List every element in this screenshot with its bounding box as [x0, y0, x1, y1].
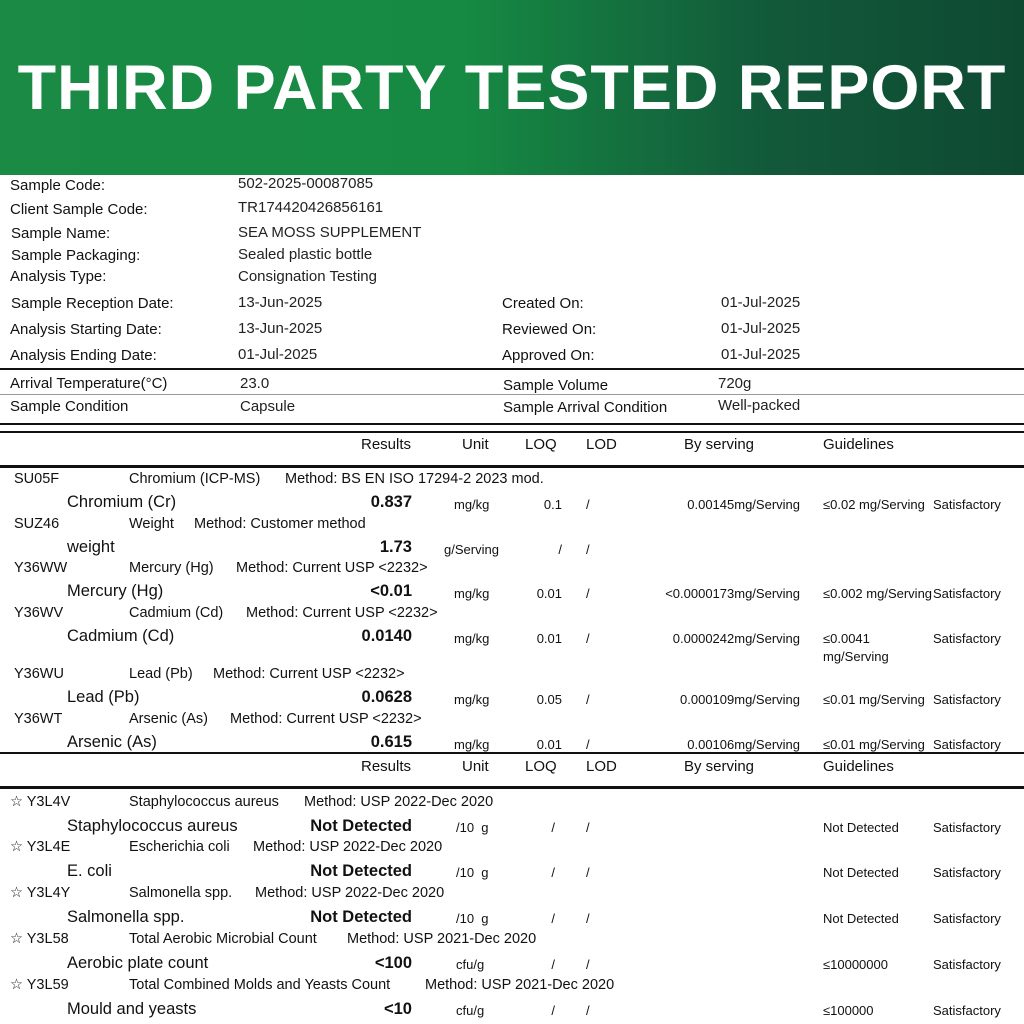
- ending-date-label: Analysis Ending Date:: [10, 347, 157, 364]
- verdict-value: Satisfactory: [933, 631, 1001, 646]
- created-on-value: 01-Jul-2025: [721, 294, 801, 311]
- verdict-value: Satisfactory: [933, 911, 1001, 926]
- sample-packaging-value: Sealed plastic bottle: [238, 246, 373, 263]
- test-code: ☆ Y3L4V: [10, 794, 71, 810]
- verdict-value: Satisfactory: [933, 497, 1001, 512]
- analyte-name: Staphylococcus aureus: [67, 817, 238, 835]
- guideline-value: Not Detected: [823, 865, 899, 880]
- col-by-serving: By serving: [684, 436, 755, 453]
- col-loq: LOQ: [525, 436, 557, 453]
- test-method: Method: USP 2021-Dec 2020: [347, 931, 537, 947]
- col-unit: Unit: [462, 758, 489, 775]
- arrival-temp-label: Arrival Temperature(°C): [10, 375, 168, 392]
- analyte-name: weight: [67, 538, 115, 556]
- analysis-type-label: Analysis Type:: [10, 268, 107, 285]
- loq-value: /: [558, 542, 562, 557]
- client-sample-code-value: TR174420426856161: [238, 199, 384, 216]
- arrival-condition-value: Well-packed: [718, 397, 801, 414]
- starting-date-label: Analysis Starting Date:: [10, 321, 162, 338]
- test-method: Method: USP 2022-Dec 2020: [253, 839, 443, 855]
- analyte-name: Lead (Pb): [67, 688, 140, 706]
- guideline-value: mg/Serving: [823, 649, 889, 664]
- arrival-condition-label: Sample Arrival Condition: [503, 399, 668, 416]
- by-serving-value: 0.00106mg/Serving: [687, 737, 800, 752]
- verdict-value: Satisfactory: [933, 820, 1001, 835]
- analyte-name: E. coli: [67, 862, 112, 880]
- loq-value: 0.01: [536, 737, 562, 752]
- guideline-value: Not Detected: [823, 911, 899, 926]
- col-guidelines: Guidelines: [823, 436, 894, 453]
- test-name: Lead (Pb): [129, 666, 193, 682]
- lod-value: /: [586, 957, 590, 972]
- unit-value: mg/kg: [454, 737, 490, 752]
- report-title: THIRD PARTY TESTED REPORT: [17, 52, 1007, 123]
- result-value: 1.73: [379, 538, 412, 556]
- test-name: Arsenic (As): [129, 711, 208, 727]
- analyte-name: Chromium (Cr): [67, 493, 177, 511]
- analysis-type-value: Consignation Testing: [238, 268, 377, 285]
- unit-value: mg/kg: [454, 692, 490, 707]
- guideline-value: ≤0.01 mg/Serving: [823, 692, 925, 707]
- lod-value: /: [586, 737, 590, 752]
- col-results: Results: [361, 758, 412, 775]
- sample-volume-value: 720g: [718, 375, 752, 392]
- result-value: Not Detected: [310, 908, 412, 926]
- guideline-value: ≤10000000: [823, 957, 888, 972]
- verdict-value: Satisfactory: [933, 586, 1001, 601]
- result-value: 0.0628: [361, 688, 412, 706]
- col-lod: LOD: [586, 436, 617, 453]
- by-serving-value: 0.00145mg/Serving: [687, 497, 800, 512]
- loq-value: /: [551, 820, 555, 835]
- starting-date-value: 13-Jun-2025: [238, 320, 323, 337]
- analyte-name: Aerobic plate count: [67, 954, 209, 972]
- unit-value: cfu/g: [456, 1003, 485, 1018]
- verdict-value: Satisfactory: [933, 957, 1001, 972]
- analyte-name: Mercury (Hg): [67, 582, 164, 600]
- test-method: Method: Current USP <2232>: [213, 666, 405, 682]
- test-code: ☆ Y3L58: [10, 931, 69, 947]
- sample-packaging-label: Sample Packaging:: [11, 247, 141, 264]
- table-header-bottom-rule: [0, 786, 1024, 789]
- test-method: Method: Current USP <2232>: [246, 605, 438, 621]
- divider: [0, 368, 1024, 370]
- lod-value: /: [586, 692, 590, 707]
- ending-date-value: 01-Jul-2025: [238, 346, 318, 363]
- loq-value: /: [551, 1003, 555, 1018]
- loq-value: 0.1: [543, 497, 562, 512]
- test-method: Method: USP 2021-Dec 2020: [425, 977, 615, 993]
- col-guidelines: Guidelines: [823, 758, 894, 775]
- guideline-value: ≤0.01 mg/Serving: [823, 737, 925, 752]
- test-code: SU05F: [14, 471, 60, 487]
- approved-on-label: Approved On:: [502, 347, 595, 364]
- result-value: 0.0140: [361, 627, 412, 645]
- guideline-value: ≤0.002 mg/Serving: [823, 586, 933, 601]
- created-on-label: Created On:: [502, 295, 584, 312]
- test-code: ☆ Y3L4E: [10, 839, 71, 855]
- test-method: Method: Current USP <2232>: [236, 560, 428, 576]
- reviewed-on-label: Reviewed On:: [502, 321, 597, 338]
- test-code: ☆ Y3L4Y: [10, 885, 71, 901]
- col-unit: Unit: [462, 436, 489, 453]
- lod-value: /: [586, 497, 590, 512]
- unit-value: /10 g: [456, 911, 489, 926]
- sample-condition-label: Sample Condition: [10, 398, 129, 415]
- test-name: Mercury (Hg): [129, 560, 214, 576]
- table-header-top-rule: [0, 431, 1024, 433]
- col-by-serving: By serving: [684, 758, 755, 775]
- result-value: <0.01: [370, 582, 412, 600]
- result-value: <10: [384, 1000, 412, 1018]
- test-name: Total Combined Molds and Yeasts Count: [129, 977, 391, 993]
- test-name: Chromium (ICP-MS): [129, 471, 261, 487]
- arrival-temp-value: 23.0: [240, 375, 270, 392]
- divider: [0, 394, 1024, 395]
- analyte-name: Cadmium (Cd): [67, 627, 175, 645]
- verdict-value: Satisfactory: [933, 692, 1001, 707]
- test-name: Salmonella spp.: [129, 885, 233, 901]
- unit-value: mg/kg: [454, 631, 490, 646]
- result-value: 0.837: [370, 493, 412, 511]
- lod-value: /: [586, 631, 590, 646]
- test-code: Y36WW: [14, 560, 68, 576]
- col-results: Results: [361, 436, 412, 453]
- result-value: Not Detected: [310, 862, 412, 880]
- approved-on-value: 01-Jul-2025: [721, 346, 801, 363]
- by-serving-value: <0.0000173mg/Serving: [665, 586, 800, 601]
- by-serving-value: 0.0000242mg/Serving: [672, 631, 800, 646]
- reception-date-value: 13-Jun-2025: [238, 294, 323, 311]
- guideline-value: ≤100000: [823, 1003, 874, 1018]
- sample-code-label: Sample Code:: [10, 177, 106, 194]
- loq-value: /: [551, 865, 555, 880]
- unit-value: g/Serving: [444, 542, 499, 557]
- analyte-name: Salmonella spp.: [67, 908, 185, 926]
- guideline-value: ≤0.02 mg/Serving: [823, 497, 925, 512]
- unit-value: cfu/g: [456, 957, 485, 972]
- unit-value: mg/kg: [454, 586, 490, 601]
- test-name: Escherichia coli: [129, 839, 230, 855]
- test-method: Method: BS EN ISO 17294-2 2023 mod.: [285, 471, 544, 487]
- table-header-bottom-rule: [0, 465, 1024, 468]
- client-sample-code-label: Client Sample Code:: [10, 201, 148, 218]
- verdict-value: Satisfactory: [933, 737, 1001, 752]
- loq-value: 0.01: [536, 586, 562, 601]
- test-name: Weight: [129, 516, 174, 532]
- lod-value: /: [586, 865, 590, 880]
- test-method: Method: Current USP <2232>: [230, 711, 422, 727]
- test-method: Method: USP 2022-Dec 2020: [304, 794, 494, 810]
- reviewed-on-value: 01-Jul-2025: [721, 320, 801, 337]
- result-value: 0.615: [370, 733, 412, 751]
- result-value: Not Detected: [310, 817, 412, 835]
- unit-value: mg/kg: [454, 497, 490, 512]
- analyte-name: Arsenic (As): [67, 733, 157, 751]
- unit-value: /10 g: [456, 865, 489, 880]
- sample-name-value: SEA MOSS SUPPLEMENT: [238, 224, 422, 241]
- test-code: Y36WT: [14, 711, 63, 727]
- test-method: Method: Customer method: [194, 516, 366, 532]
- by-serving-value: 0.000109mg/Serving: [680, 692, 800, 707]
- test-code: ☆ Y3L59: [10, 977, 69, 993]
- test-name: Cadmium (Cd): [129, 605, 224, 621]
- table-header-top-rule: [0, 752, 1024, 754]
- sample-volume-label: Sample Volume: [503, 377, 609, 394]
- result-value: <100: [374, 954, 412, 972]
- loq-value: 0.05: [536, 692, 562, 707]
- guideline-value: ≤0.0041: [823, 631, 870, 646]
- sample-code-value: 502-2025-00087085: [238, 175, 374, 192]
- loq-value: /: [551, 911, 555, 926]
- lod-value: /: [586, 586, 590, 601]
- test-name: Total Aerobic Microbial Count: [129, 931, 317, 947]
- divider: [0, 423, 1024, 425]
- col-loq: LOQ: [525, 758, 557, 775]
- test-code: Y36WV: [14, 605, 64, 621]
- loq-value: /: [551, 957, 555, 972]
- test-code: Y36WU: [14, 666, 64, 682]
- guideline-value: Not Detected: [823, 820, 899, 835]
- analyte-name: Mould and yeasts: [67, 1000, 197, 1018]
- lod-value: /: [586, 542, 590, 557]
- test-method: Method: USP 2022-Dec 2020: [255, 885, 445, 901]
- col-lod: LOD: [586, 758, 617, 775]
- sample-name-label: Sample Name:: [11, 225, 111, 242]
- lod-value: /: [586, 1003, 590, 1018]
- unit-value: /10 g: [456, 820, 489, 835]
- reception-date-label: Sample Reception Date:: [11, 295, 174, 312]
- test-code: SUZ46: [14, 516, 60, 532]
- loq-value: 0.01: [536, 631, 562, 646]
- report-banner: [0, 0, 1024, 175]
- verdict-value: Satisfactory: [933, 1003, 1001, 1018]
- lod-value: /: [586, 911, 590, 926]
- lod-value: /: [586, 820, 590, 835]
- test-name: Staphylococcus aureus: [129, 794, 279, 810]
- verdict-value: Satisfactory: [933, 865, 1001, 880]
- sample-condition-value: Capsule: [240, 398, 296, 415]
